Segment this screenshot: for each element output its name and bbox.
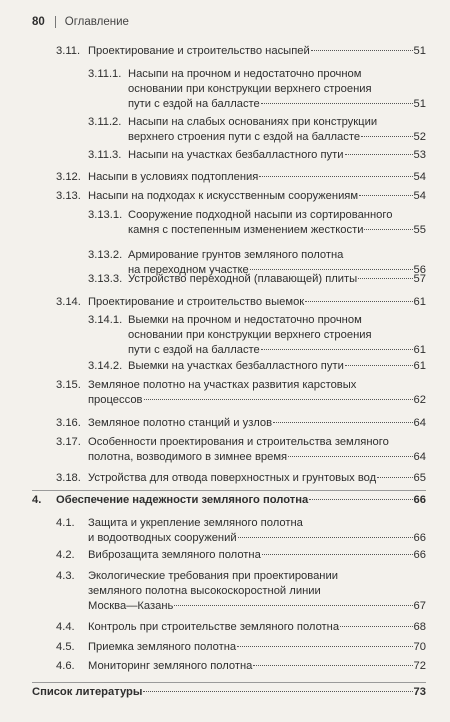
toc-entry-title-line: на переходном участке	[128, 264, 249, 276]
toc-entry-title-line: Земляное полотно на участках развития карстовых	[88, 379, 357, 391]
toc-entry-page: 64	[413, 417, 426, 429]
toc-entry-page: 64	[413, 451, 426, 463]
toc-entry-title-line: Насыпи на прочном и недостаточно прочном	[128, 68, 362, 80]
toc-entry-title-line: Защита и укрепление земляного полотна	[88, 517, 303, 529]
toc-entry-title-line: Устройство переходной (плавающей) плиты	[128, 273, 358, 285]
dot-leader	[273, 422, 412, 423]
toc-entry-title-line: Выемки на прочном и недостаточно прочном	[128, 314, 362, 326]
dot-leader	[364, 229, 412, 230]
toc-entry-title-line: Проектирование и строительство выемок	[88, 296, 305, 308]
toc-entry-title-line: Выемки на участках безбалластного пути	[128, 360, 344, 372]
toc-entry-number: 3.13.	[56, 190, 81, 202]
dot-leader	[345, 154, 413, 155]
toc-entry-title-line: Москва—Казань	[88, 600, 174, 612]
toc-entry-number: 4.4.	[56, 621, 75, 633]
dot-leader	[309, 499, 412, 500]
toc-entry-title-line: пути с ездой на балласте	[128, 98, 260, 110]
section-divider	[32, 490, 426, 491]
page-header	[32, 14, 129, 30]
toc-entry-number: 3.14.1.	[88, 314, 123, 326]
dot-leader	[259, 176, 412, 177]
toc-entry-number: 4.3.	[56, 570, 75, 582]
dot-leader	[261, 103, 413, 104]
toc-entry-number: 3.13.2.	[88, 249, 123, 261]
toc-entry-title-line: и водоотводных сооружений	[88, 532, 237, 544]
dot-leader	[288, 456, 412, 457]
dot-leader	[361, 136, 413, 137]
dot-leader	[174, 605, 412, 606]
toc-entry-title-line: земляного полотна высокоскоростной линии	[88, 585, 321, 597]
dot-leader	[262, 554, 413, 555]
toc-entry-title-line: Список литературы	[32, 686, 143, 698]
header-title: Оглавление	[64, 16, 129, 28]
toc-entry-page: 66	[413, 494, 426, 506]
toc-entry-number: 3.12.	[56, 171, 81, 183]
toc-entry-title-line: Экологические требования при проектировании	[88, 570, 338, 582]
toc-entry-title-line: Мониторинг земляного полотна	[88, 660, 253, 672]
toc-entry-title-line: Проектирование и строительство насыпей	[88, 45, 310, 57]
toc-entry-number: 4.5.	[56, 641, 75, 653]
toc-entry-number: 3.13.3.	[88, 273, 123, 285]
toc-entry-page: 68	[413, 621, 426, 633]
toc-entry-page: 51	[413, 98, 426, 110]
header-separator	[55, 16, 56, 28]
toc-entry-page: 57	[413, 273, 426, 285]
dot-leader	[253, 665, 412, 666]
toc-entry-title-line: Земляное полотно станций и узлов	[88, 417, 273, 429]
toc-entry-title-line: Насыпи в условиях подтопления	[88, 171, 259, 183]
toc-entry-number: 3.13.1.	[88, 209, 123, 221]
dot-leader	[261, 349, 413, 350]
toc-entry-page: 67	[413, 600, 426, 612]
toc-entry-page: 51	[413, 45, 426, 57]
toc-entry-title-line: верхнего строения пути с ездой на балласте	[128, 131, 361, 143]
toc-entry-title-line: Устройства для отвода поверхностных и грунтовых вод	[88, 472, 377, 484]
dot-leader	[340, 626, 412, 627]
toc-entry-page: 54	[413, 190, 426, 202]
toc-entry-page: 66	[413, 549, 426, 561]
toc-entry-page: 70	[413, 641, 426, 653]
toc-entry-title-line: процессов	[88, 394, 143, 406]
toc-entry-title-line: Насыпи на участках безбалластного пути	[128, 149, 344, 161]
toc-entry-title-line: Сооружение подходной насыпи из сортированного	[128, 209, 393, 221]
section-divider	[32, 682, 426, 683]
toc-entry-page: 62	[413, 394, 426, 406]
toc-entry-number: 3.17.	[56, 436, 81, 448]
toc-entry-title-line: Особенности проектирования и строительства земляного	[88, 436, 389, 448]
toc-entry-number: 3.16.	[56, 417, 81, 429]
toc-entry-number: 4.2.	[56, 549, 75, 561]
toc-entry-number: 3.18.	[56, 472, 81, 484]
toc-entry-page: 61	[413, 360, 426, 372]
toc-entry-number: 4.	[32, 494, 42, 506]
dot-leader	[358, 278, 412, 279]
toc-entry-number: 3.14.	[56, 296, 81, 308]
toc-entry-page: 53	[413, 149, 426, 161]
toc-entry-title-line: Приемка земляного полотна	[88, 641, 237, 653]
toc-entry-page: 52	[413, 131, 426, 143]
toc-entry-number: 4.6.	[56, 660, 75, 672]
dot-leader	[359, 195, 412, 196]
dot-leader	[250, 269, 413, 270]
toc-entry-page: 72	[413, 660, 426, 672]
toc-entry-title-line: основании при конструкции верхнего строения	[128, 83, 372, 95]
toc-entry-title-line: основании при конструкции верхнего строения	[128, 329, 372, 341]
toc-entry-page: 73	[413, 686, 426, 698]
dot-leader	[345, 365, 413, 366]
toc-entry-title-line: Насыпи на подходах к искусственным сооружениям	[88, 190, 359, 202]
toc-entry-title-line: Контроль при строительстве земляного полотна	[88, 621, 340, 633]
toc-entry-page: 61	[413, 344, 426, 356]
toc-entry-number: 3.11.	[56, 45, 81, 57]
dot-leader	[143, 691, 412, 692]
toc-entry-page: 61	[413, 296, 426, 308]
toc-entry-page: 55	[413, 224, 426, 236]
toc-entry-title-line: полотна, возводимого в зимнее время	[88, 451, 288, 463]
dot-leader	[311, 50, 413, 51]
toc-entry-number: 3.14.2.	[88, 360, 123, 372]
toc-entry-number: 4.1.	[56, 517, 75, 529]
dot-leader	[305, 301, 412, 302]
toc-entry-title-line: Виброзащита земляного полотна	[88, 549, 261, 561]
toc-entry-page: 56	[413, 264, 426, 276]
toc-entry-page: 66	[413, 532, 426, 544]
dot-leader	[237, 646, 412, 647]
toc-entry-title-line: Обеспечение надежности земляного полотна	[56, 494, 309, 506]
toc-entry-page: 65	[413, 472, 426, 484]
toc-entry-title-line: пути с ездой на балласте	[128, 344, 260, 356]
toc-entry-title-line: камня с постепенным изменением жесткости	[128, 224, 364, 236]
page-number: 80	[32, 16, 45, 28]
toc-entry-number: 3.11.3.	[88, 149, 122, 161]
dot-leader	[144, 399, 413, 400]
toc-entry-title-line: Насыпи на слабых основаниях при конструкции	[128, 116, 378, 128]
dot-leader	[377, 477, 412, 478]
toc-entry-number: 3.15.	[56, 379, 81, 391]
toc-entry-number: 3.11.1.	[88, 68, 122, 80]
toc-entry-number: 3.11.2.	[88, 116, 122, 128]
toc-entry-page: 54	[413, 171, 426, 183]
dot-leader	[238, 537, 413, 538]
toc-entry-title-line: Армирование грунтов земляного полотна	[128, 249, 344, 261]
